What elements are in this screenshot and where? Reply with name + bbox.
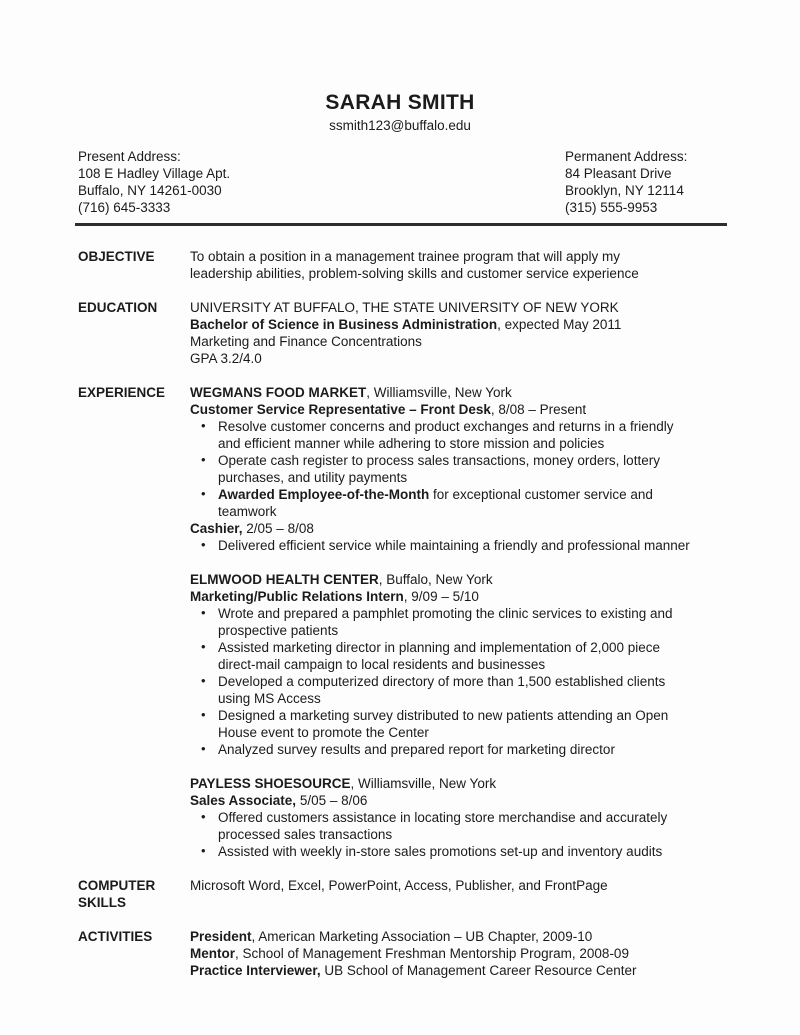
section-label-line: ACTIVITIES [78,929,153,944]
bullet-item [190,707,760,741]
address-block [78,148,728,216]
text-run: Designed a marketing survey distributed to new patients attending an Open [218,708,669,723]
bullet-icon: • [201,809,206,824]
text-line [190,384,760,401]
text-run: Marketing and Finance Concentrations [190,334,422,349]
present-address-phone: (716) 645-3333 [78,200,171,215]
section-label [78,248,190,282]
bullet-icon: • [201,605,206,620]
bold-run: Cashier, [190,521,243,536]
text-line [190,775,760,792]
text-run: prospective patients [218,623,339,638]
bold-run: President [190,929,252,944]
bullet-item [190,537,760,554]
text-run: Wrote and prepared a pamphlet promoting the clinic services to existing and [218,606,673,621]
text-run: , expected May 2011 [497,317,622,332]
permanent-address-phone: (315) 555-9953 [565,200,658,215]
section-activities [78,928,760,979]
text-run: 5/05 – 8/06 [296,793,368,808]
present-address-line: Buffalo, NY 14261-0030 [78,183,222,198]
text-run: 2/05 – 8/08 [242,521,314,536]
bullet-icon: • [201,452,206,467]
text-line [190,520,760,537]
bold-run: Practice Interviewer, [190,963,321,978]
text-line [190,962,760,979]
text-run: Offered customers assistance in locating store merchandise and accurately [218,810,668,825]
line-gap [190,554,760,571]
text-run: teamwork [218,504,277,519]
text-run: GPA 3.2/4.0 [190,351,262,366]
bullet-item [190,418,760,452]
section-education [78,299,760,367]
page-title: SARAH SMITH [325,91,475,114]
text-run: , American Marketing Association – UB Chapter, 2009-10 [251,929,593,944]
section-label-line: EXPERIENCE [78,385,166,400]
section-label-line: SKILLS [78,895,127,910]
section-computer-skills [78,877,760,911]
bullet-icon: • [201,537,206,552]
text-run: for exceptional customer service and [429,487,653,502]
section-label-line: OBJECTIVE [78,249,155,264]
text-run: , Williamsville, New York [350,776,497,791]
bullet-item [190,741,760,758]
text-run: Microsoft Word, Excel, PowerPoint, Access, Publisher, and FrontPage [190,878,608,893]
text-line [190,299,760,316]
text-line [190,792,760,809]
section-content [190,248,760,282]
permanent-address-line: Brooklyn, NY 12114 [565,183,684,198]
text-run: Resolve customer concerns and product exchanges and returns in a friendly [218,419,674,434]
bullet-icon: • [201,843,206,858]
section-content [190,928,760,979]
text-line [190,571,760,588]
text-run: , 8/08 – Present [490,402,587,417]
text-run: Analyzed survey results and prepared report for marketing director [218,742,615,757]
text-run: Developed a computerized directory of more than 1,500 established clients [218,674,666,689]
text-run: UB School of Management Career Resource Center [320,963,637,978]
section-content [190,384,760,860]
text-line [190,248,760,282]
text-run: and efficient manner while adhering to store mission and policies [218,436,605,451]
bullet-icon: • [201,741,206,756]
bullet-icon: • [201,418,206,433]
bullet-item [190,605,760,639]
section-label [78,299,190,367]
bullet-icon: • [201,486,206,501]
bold-run: PAYLESS SHOESOURCE [190,776,351,791]
text-run: leadership abilities, problem-solving skills and customer service experience [190,266,639,281]
resume-sections [78,248,760,979]
text-run: , 9/09 – 5/10 [403,589,479,604]
bullet-item [190,809,760,843]
bold-run: Awarded Employee-of-the-Month [218,487,430,502]
email-text: ssmith123@buffalo.edu [329,118,471,133]
bold-run: ELMWOOD HEALTH CENTER [190,572,379,587]
text-run: using MS Access [218,691,321,706]
permanent-address-label: Permanent Address: [565,149,688,164]
bold-run: Mentor [190,946,235,961]
section-experience [78,384,760,860]
bullet-item [190,486,760,520]
text-run: , School of Management Freshman Mentorship Program, 2008-09 [235,946,629,961]
bullet-icon: • [201,673,206,688]
text-run: UNIVERSITY AT BUFFALO, THE STATE UNIVERSITY OF NEW YORK [190,300,619,315]
section-label-line: COMPUTER [78,878,156,893]
text-run: processed sales transactions [218,827,393,842]
section-content [190,299,760,367]
text-line [190,350,760,367]
bullet-item [190,639,760,673]
bold-run: Customer Service Representative – Front Desk [190,402,491,417]
bold-run: Sales Associate, [190,793,297,808]
text-run: To obtain a position in a management trainee program that will apply my [190,249,620,264]
text-run: Operate cash register to process sales transactions, money orders, lottery [218,453,660,468]
text-run: Assisted marketing director in planning and implementation of 2,000 piece [218,640,661,655]
section-content [190,877,760,911]
text-line [190,333,760,350]
line-gap [190,758,760,775]
present-address-label: Present Address: [78,149,181,164]
text-run: House event to promote the Center [218,725,429,740]
text-line [190,928,760,945]
present-address [78,148,565,216]
permanent-address [565,148,728,216]
text-line [190,316,760,333]
text-run: direct-mail campaign to local residents and businesses [218,657,546,672]
text-run: , Williamsville, New York [366,385,512,400]
text-run: , Buffalo, New York [378,572,493,587]
bold-run: WEGMANS FOOD MARKET [190,385,367,400]
header-divider [75,223,727,226]
section-objective [78,248,760,282]
text-line [190,401,760,418]
text-line [190,588,760,605]
text-run: Delivered efficient service while maintaining a friendly and professional manner [218,538,690,553]
bullet-icon: • [201,707,206,722]
section-label [78,384,190,860]
text-line [190,945,760,962]
section-label [78,877,190,911]
section-label [78,928,190,979]
text-line [190,877,760,894]
bold-run: Marketing/Public Relations Intern [190,589,404,604]
bullet-item [190,452,760,486]
permanent-address-line: 84 Pleasant Drive [565,166,672,181]
text-run: purchases, and utility payments [218,470,408,485]
text-run: Assisted with weekly in-store sales promotions set-up and inventory audits [218,844,663,859]
bullet-icon: • [201,639,206,654]
bold-run: Bachelor of Science in Business Administration [190,317,498,332]
section-label-line: EDUCATION [78,300,158,315]
present-address-line: 108 E Hadley Village Apt. [78,166,231,181]
bullet-item [190,843,760,860]
bullet-item [190,673,760,707]
